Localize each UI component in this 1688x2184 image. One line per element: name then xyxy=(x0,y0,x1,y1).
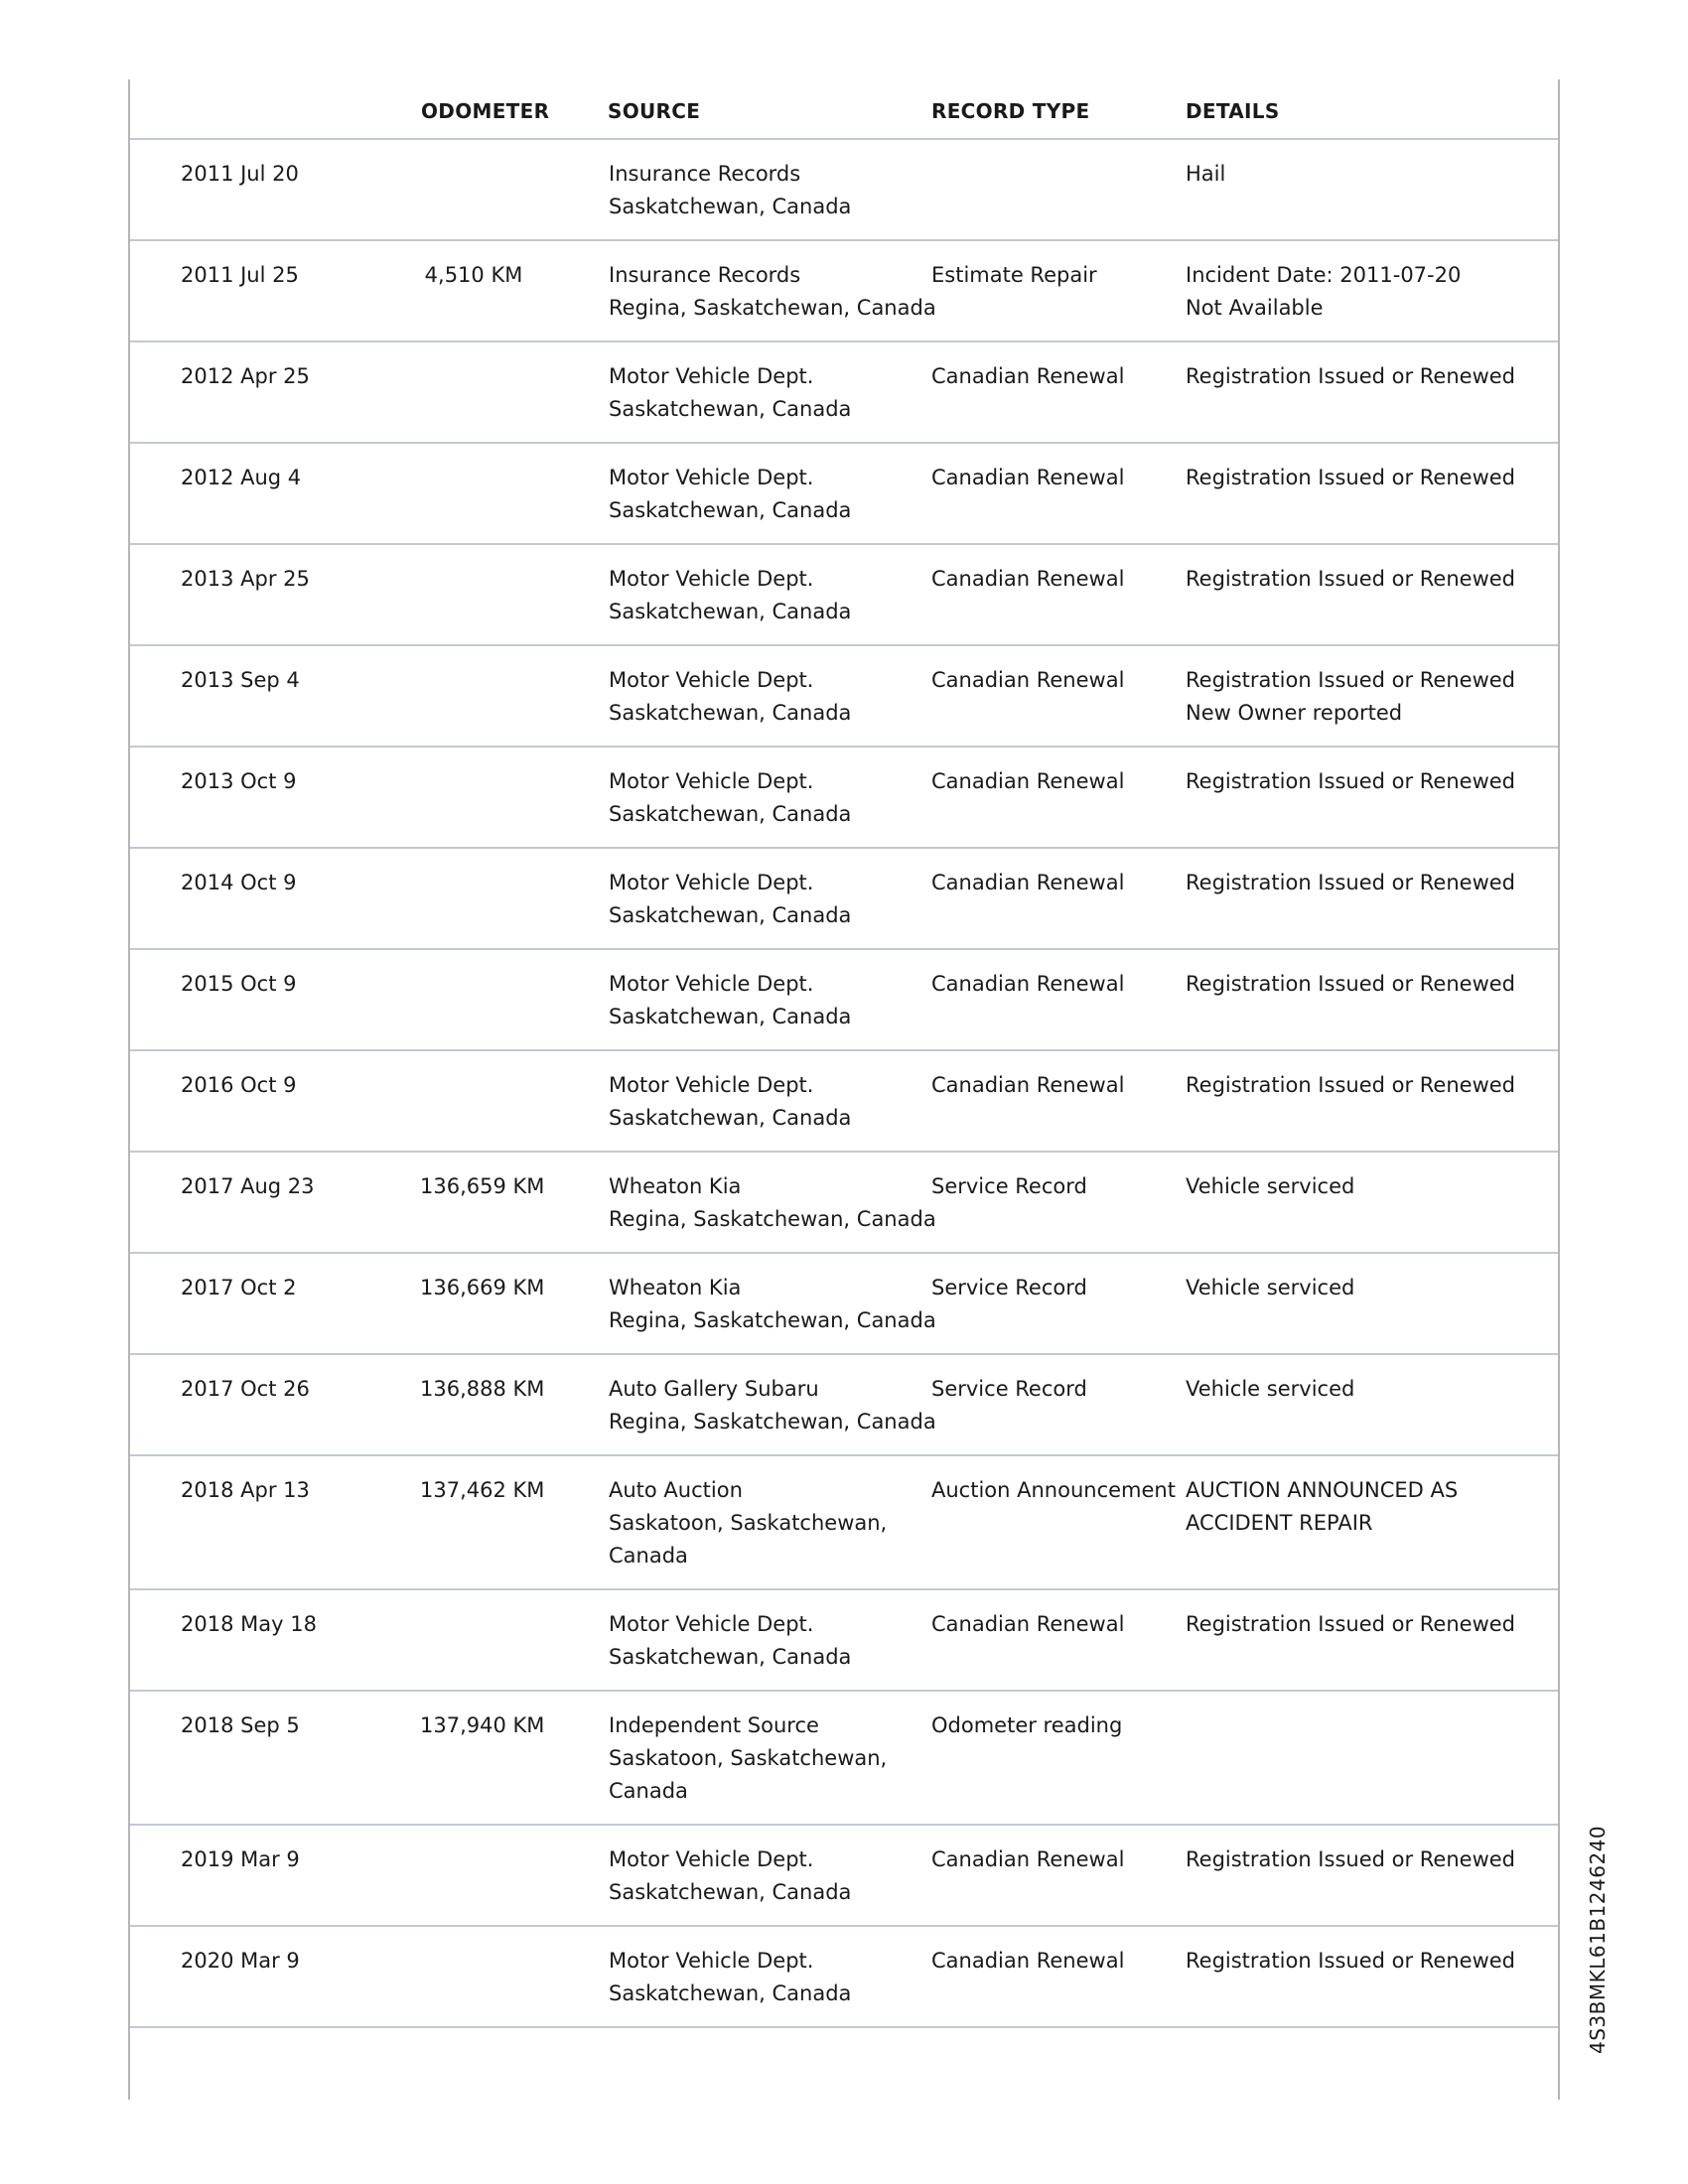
source-line: Saskatchewan, Canada xyxy=(609,701,852,725)
details-line: Registration Issued or Renewed xyxy=(1186,668,1516,692)
table-row xyxy=(130,241,1558,342)
table-row xyxy=(130,1355,1558,1456)
source-line: Saskatchewan, Canada xyxy=(609,1981,852,2005)
table-row xyxy=(130,1590,1558,1692)
record-date: 2018 Apr 13 xyxy=(181,1478,310,1502)
details-line: Vehicle serviced xyxy=(1186,1174,1355,1198)
source-line: Motor Vehicle Dept. xyxy=(609,668,814,692)
record-date: 2011 Jul 20 xyxy=(181,162,299,186)
source-line: Saskatchewan, Canada xyxy=(609,903,852,927)
record-details xyxy=(1186,765,1515,798)
record-date: 2020 Mar 9 xyxy=(181,1949,300,1973)
source-line: Independent Source xyxy=(609,1713,819,1737)
record-source xyxy=(609,1608,851,1674)
record-details xyxy=(1186,259,1461,325)
record-type: Service Record xyxy=(931,1174,1087,1198)
source-line: Canada xyxy=(609,1544,688,1568)
source-line: Motor Vehicle Dept. xyxy=(609,769,814,793)
record-date: 2014 Oct 9 xyxy=(181,871,297,894)
source-line: Motor Vehicle Dept. xyxy=(609,567,814,591)
details-line: Registration Issued or Renewed xyxy=(1186,364,1516,388)
source-line: Regina, Saskatchewan, Canada xyxy=(609,1308,936,1332)
table-row xyxy=(130,748,1558,849)
source-line: Saskatoon, Saskatchewan, xyxy=(609,1746,888,1770)
record-details xyxy=(1186,1373,1354,1406)
source-line: Wheaton Kia xyxy=(609,1276,742,1299)
table-body xyxy=(130,140,1558,2028)
table-row xyxy=(130,545,1558,646)
record-details xyxy=(1186,867,1515,899)
record-type: Service Record xyxy=(931,1276,1087,1299)
details-line: AUCTION ANNOUNCED AS xyxy=(1186,1478,1459,1502)
record-details xyxy=(1186,1945,1515,1978)
table-row xyxy=(130,950,1558,1051)
record-details xyxy=(1186,158,1225,191)
table-row xyxy=(130,849,1558,950)
record-source xyxy=(609,259,936,325)
source-line: Regina, Saskatchewan, Canada xyxy=(609,1410,936,1433)
record-type: Canadian Renewal xyxy=(931,972,1125,996)
record-source xyxy=(609,867,851,932)
details-line: New Owner reported xyxy=(1186,701,1403,725)
table-right-border xyxy=(1558,79,1560,2100)
column-header-details: DETAILS xyxy=(1186,99,1280,123)
details-line: Registration Issued or Renewed xyxy=(1186,769,1516,793)
details-line: Registration Issued or Renewed xyxy=(1186,1847,1516,1871)
record-type: Estimate Repair xyxy=(931,263,1097,287)
record-date: 2018 May 18 xyxy=(181,1612,317,1636)
details-line: Registration Issued or Renewed xyxy=(1186,1612,1516,1636)
source-line: Wheaton Kia xyxy=(609,1174,742,1198)
record-type: Service Record xyxy=(931,1377,1087,1401)
record-type: Canadian Renewal xyxy=(931,567,1125,591)
record-type: Canadian Renewal xyxy=(931,668,1125,692)
source-line: Saskatchewan, Canada xyxy=(609,397,852,421)
source-line: Auto Gallery Subaru xyxy=(609,1377,819,1401)
source-line: Saskatoon, Saskatchewan, xyxy=(609,1511,888,1535)
table-header-row xyxy=(130,79,1558,140)
record-details xyxy=(1186,1170,1354,1203)
record-details xyxy=(1186,1843,1515,1876)
record-source xyxy=(609,1474,887,1572)
record-source xyxy=(609,158,851,223)
record-source xyxy=(609,1272,936,1337)
record-source xyxy=(609,1170,936,1236)
record-details xyxy=(1186,968,1515,1001)
record-source xyxy=(609,1843,851,1909)
details-line: Vehicle serviced xyxy=(1186,1377,1355,1401)
table-row xyxy=(130,1051,1558,1153)
source-line: Motor Vehicle Dept. xyxy=(609,1073,814,1097)
source-line: Saskatchewan, Canada xyxy=(609,1005,852,1028)
record-source xyxy=(609,360,851,426)
source-line: Saskatchewan, Canada xyxy=(609,1106,852,1130)
source-line: Canada xyxy=(609,1779,688,1803)
details-line: Registration Issued or Renewed xyxy=(1186,567,1516,591)
source-line: Auto Auction xyxy=(609,1478,743,1502)
odometer-reading: 136,888 KM xyxy=(420,1377,545,1401)
record-type: Canadian Renewal xyxy=(931,364,1125,388)
record-date: 2019 Mar 9 xyxy=(181,1847,300,1871)
source-line: Saskatchewan, Canada xyxy=(609,600,852,623)
table-row xyxy=(130,1456,1558,1590)
source-line: Saskatchewan, Canada xyxy=(609,195,852,218)
record-source xyxy=(609,563,851,628)
odometer-reading: 137,462 KM xyxy=(420,1478,545,1502)
record-date: 2012 Apr 25 xyxy=(181,364,310,388)
record-date: 2017 Oct 26 xyxy=(181,1377,310,1401)
details-line: Registration Issued or Renewed xyxy=(1186,466,1516,489)
source-line: Regina, Saskatchewan, Canada xyxy=(609,1207,936,1231)
source-line: Motor Vehicle Dept. xyxy=(609,1847,814,1871)
table-row xyxy=(130,140,1558,241)
odometer-reading: 137,940 KM xyxy=(420,1713,545,1737)
table-row xyxy=(130,1692,1558,1826)
source-line: Motor Vehicle Dept. xyxy=(609,466,814,489)
record-source xyxy=(609,968,851,1033)
record-source xyxy=(609,462,851,527)
table-row xyxy=(130,444,1558,545)
record-type: Canadian Renewal xyxy=(931,871,1125,894)
record-details xyxy=(1186,664,1515,730)
record-source xyxy=(609,1709,887,1808)
source-line: Motor Vehicle Dept. xyxy=(609,871,814,894)
record-details xyxy=(1186,1608,1515,1641)
source-line: Motor Vehicle Dept. xyxy=(609,1949,814,1973)
record-date: 2016 Oct 9 xyxy=(181,1073,297,1097)
source-line: Saskatchewan, Canada xyxy=(609,1645,852,1669)
record-date: 2013 Oct 9 xyxy=(181,769,297,793)
details-line: ACCIDENT REPAIR xyxy=(1186,1511,1373,1535)
record-date: 2012 Aug 4 xyxy=(181,466,302,489)
source-line: Motor Vehicle Dept. xyxy=(609,364,814,388)
details-line: Registration Issued or Renewed xyxy=(1186,1949,1516,1973)
column-header-source: SOURCE xyxy=(608,99,701,123)
record-date: 2013 Apr 25 xyxy=(181,567,310,591)
details-line: Registration Issued or Renewed xyxy=(1186,1073,1516,1097)
record-type: Canadian Renewal xyxy=(931,466,1125,489)
record-details xyxy=(1186,1272,1354,1304)
record-source xyxy=(609,1069,851,1135)
source-line: Saskatchewan, Canada xyxy=(609,498,852,522)
table-row xyxy=(130,1927,1558,2028)
odometer-reading: 136,659 KM xyxy=(420,1174,545,1198)
vin-label: 4S3BMKL61B1246240 xyxy=(1586,1825,1610,2054)
source-line: Motor Vehicle Dept. xyxy=(609,1612,814,1636)
details-line: Incident Date: 2011-07-20 xyxy=(1186,263,1462,287)
table-row xyxy=(130,1254,1558,1355)
record-type: Canadian Renewal xyxy=(931,1612,1125,1636)
details-line: Not Available xyxy=(1186,296,1324,320)
record-details xyxy=(1186,1474,1458,1540)
source-line: Saskatchewan, Canada xyxy=(609,802,852,826)
source-line: Saskatchewan, Canada xyxy=(609,1880,852,1904)
details-line: Hail xyxy=(1186,162,1226,186)
record-type: Canadian Renewal xyxy=(931,1949,1125,1973)
odometer-reading: 136,669 KM xyxy=(420,1276,545,1299)
record-source xyxy=(609,1945,851,2010)
odometer-reading: 4,510 KM xyxy=(424,263,523,287)
record-details xyxy=(1186,1069,1515,1102)
record-type: Canadian Renewal xyxy=(931,769,1125,793)
record-type: Auction Announcement xyxy=(931,1478,1176,1502)
source-line: Motor Vehicle Dept. xyxy=(609,972,814,996)
record-type: Canadian Renewal xyxy=(931,1073,1125,1097)
record-date: 2017 Oct 2 xyxy=(181,1276,297,1299)
record-date: 2011 Jul 25 xyxy=(181,263,299,287)
details-line: Registration Issued or Renewed xyxy=(1186,972,1516,996)
record-source xyxy=(609,1373,936,1438)
record-date: 2013 Sep 4 xyxy=(181,668,300,692)
table-row xyxy=(130,1826,1558,1927)
record-details xyxy=(1186,360,1515,393)
source-line: Regina, Saskatchewan, Canada xyxy=(609,296,936,320)
vehicle-history-table xyxy=(130,79,1558,2088)
record-type: Canadian Renewal xyxy=(931,1847,1125,1871)
record-source xyxy=(609,765,851,831)
record-type: Odometer reading xyxy=(931,1713,1123,1737)
source-line: Insurance Records xyxy=(609,263,801,287)
record-source xyxy=(609,664,851,730)
record-date: 2015 Oct 9 xyxy=(181,972,297,996)
details-line: Vehicle serviced xyxy=(1186,1276,1355,1299)
record-details xyxy=(1186,462,1515,494)
column-header-odometer: ODOMETER xyxy=(421,99,550,123)
table-footer-space xyxy=(130,2028,1558,2088)
source-line: Insurance Records xyxy=(609,162,801,186)
details-line: Registration Issued or Renewed xyxy=(1186,871,1516,894)
record-date: 2017 Aug 23 xyxy=(181,1174,315,1198)
column-header-record-type: RECORD TYPE xyxy=(931,99,1090,123)
record-date: 2018 Sep 5 xyxy=(181,1713,300,1737)
record-details xyxy=(1186,563,1515,596)
table-row xyxy=(130,342,1558,444)
table-row xyxy=(130,1153,1558,1254)
table-row xyxy=(130,646,1558,748)
